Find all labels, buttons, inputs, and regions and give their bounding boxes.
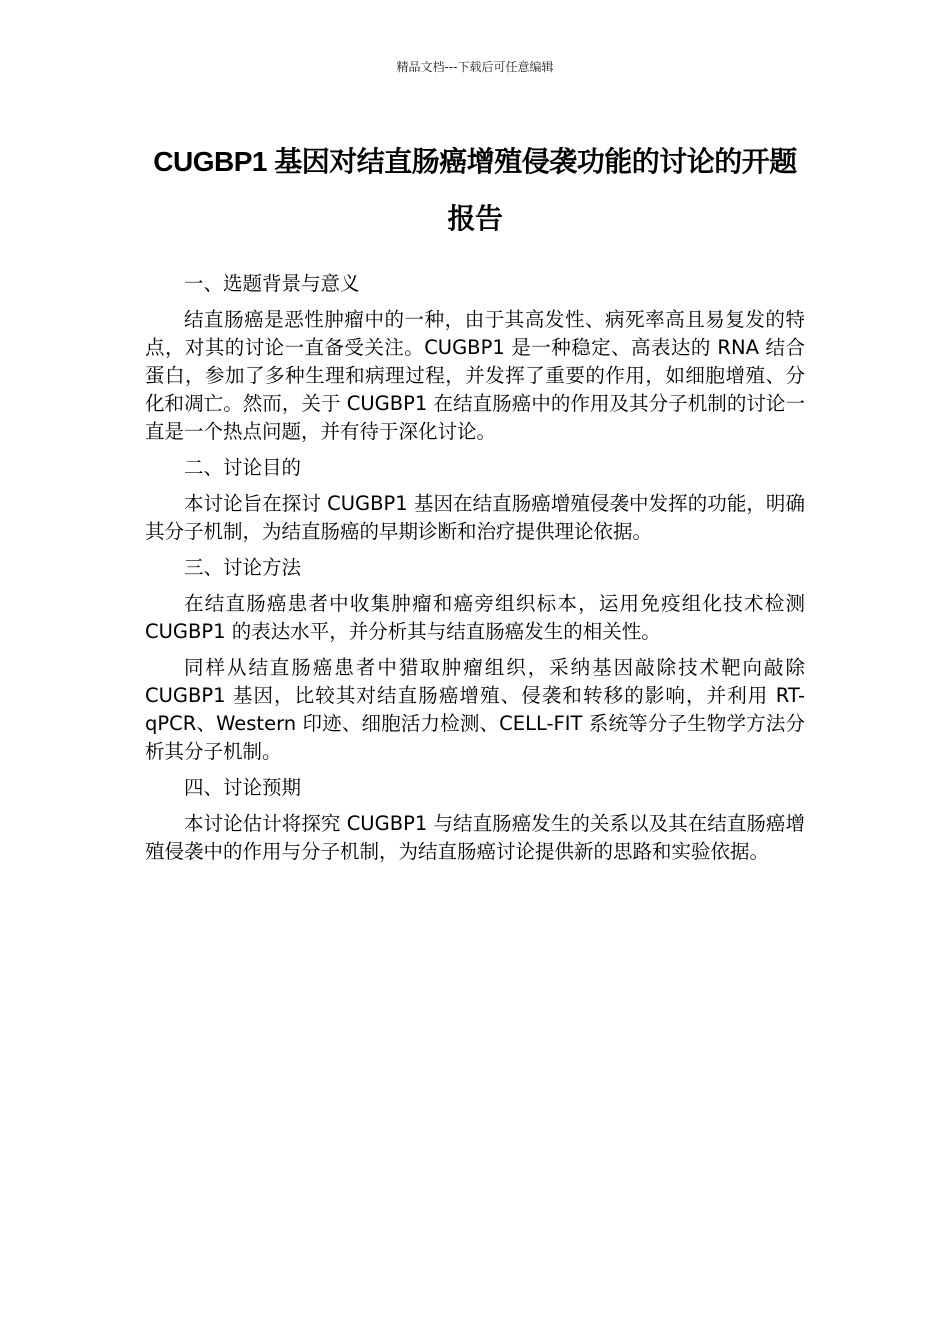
paragraph-purpose: 本讨论旨在探讨 CUGBP1 基因在结直肠癌增殖侵袭中发挥的功能，明确其分子机制，为结直肠癌的早期诊断和治疗提供理论依据。 (145, 492, 805, 543)
document-body (145, 270, 805, 874)
section-heading-background: 一、选题背景与意义 (184, 272, 360, 295)
section-heading-purpose: 二、讨论目的 (184, 456, 302, 479)
paragraph-methods-1: 在结直肠癌患者中收集肿瘤和癌旁组织标本，运用免疫组化技术检测 CUGBP1 的表达水平，并分析其与结直肠癌发生的相关性。 (145, 592, 805, 643)
document-title: CUGBP1 基因对结直肠癌增殖侵袭功能的讨论的开题报告 (153, 146, 797, 234)
header-note: 精品文档---下载后可任意编辑 (396, 60, 554, 74)
section-heading-expectations: 四、讨论预期 (184, 776, 302, 799)
section-heading-methods: 三、讨论方法 (184, 556, 302, 579)
paragraph-background: 结直肠癌是恶性肿瘤中的一种，由于其高发性、病死率高且易复发的特点，对其的讨论一直备受关注。CUGBP1 是一种稳定、高表达的 RNA 结合蛋白，参加了多种生理和病理过程，并发挥了重要的作用，如细胞增殖、分化和凋亡。然而，关于 CUGBP1 在结直肠癌中的作用及其分子机制的讨论一直是一个热点问题，并有待于深化讨论。 (145, 308, 805, 443)
paragraph-expectations: 本讨论估计将探究 CUGBP1 与结直肠癌发生的关系以及其在结直肠癌增殖侵袭中的作用与分子机制，为结直肠癌讨论提供新的思路和实验依据。 (145, 812, 805, 863)
paragraph-methods-2: 同样从结直肠癌患者中猎取肿瘤组织，采纳基因敲除技术靶向敲除 CUGBP1 基因，比较其对结直肠癌增殖、侵袭和转移的影响，并利用 RT-qPCR、Western 印迹、细胞活力检测、CELL-FIT 系统等分子生物学方法分析其分子机制。 (145, 656, 805, 763)
